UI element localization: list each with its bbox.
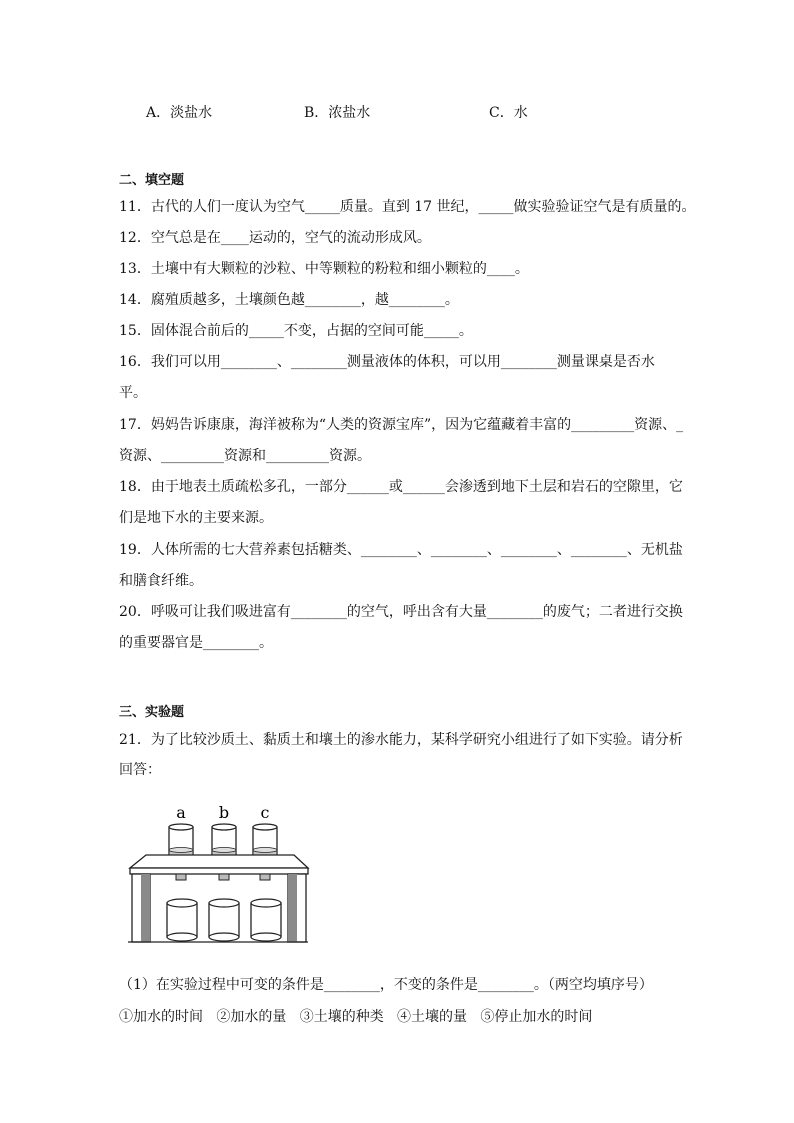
question-18-line-2: 们是地下水的主要来源。	[119, 510, 273, 526]
spout-c	[260, 874, 270, 880]
question-16-line-2: 平。	[119, 385, 147, 401]
stand-top	[130, 855, 308, 868]
lower-beaker-a	[167, 899, 197, 941]
question-13: 13．土壤中有大颗粒的沙粒、中等颗粒的粉粒和细小颗粒的____。	[119, 261, 529, 277]
question-15: 15．固体混合前后的_____不变，占据的空间可能_____。	[119, 323, 473, 339]
figure-label-a: a	[176, 803, 186, 822]
option-b: B．浓盐水	[304, 105, 371, 121]
figure-label-c: c	[260, 803, 270, 822]
question-20-line-1: 20．呼吸可让我们吸进富有________的空气，呼出含有大量________的废气；二者进行交换	[119, 604, 683, 620]
question-14: 14．腐殖质越多，土壤颜色越________，越________。	[119, 292, 459, 308]
lower-beaker-b	[209, 899, 239, 941]
option-a: A．淡盐水	[146, 105, 213, 121]
spout-b	[219, 874, 229, 880]
question-19-line-1: 19．人体所需的七大营养素包括糖类、________、________、________、________、无机盐	[119, 542, 683, 558]
stand-left-leg-shade	[141, 874, 150, 942]
section-heading-experiment: 三、实验题	[119, 705, 185, 720]
lower-beaker-c	[251, 899, 281, 941]
spout-a	[176, 874, 186, 880]
question-11: 11．古代的人们一度认为空气_____质量。直到 17 世纪，_____做实验验证空气是有质量的。	[119, 199, 696, 215]
question-17-line-2: 资源、_________资源和_________资源。	[119, 448, 371, 464]
experiment-apparatus-figure	[126, 800, 316, 946]
question-18-line-1: 18．由于地表土质疏松多孔，一部分______或______会渗透到地下土层和岩石的空隙里，它	[119, 479, 683, 495]
section-heading-fill-in: 二、填空题	[119, 173, 185, 188]
question-17-line-1: 17．妈妈告诉康康，海洋被称为“人类的资源宝库”，因为它蕴藏着丰富的_________资源、_	[119, 417, 684, 433]
question-21-choices: ①加水的时间 ②加水的量 ③土壤的种类 ④土壤的量 ⑤停止加水的时间	[119, 1009, 593, 1025]
question-20-line-2: 的重要器官是________。	[119, 635, 273, 651]
question-21-line-1: 21．为了比较沙质土、黏质土和壤土的渗水能力，某科学研究小组进行了如下实验。请分析	[119, 732, 683, 748]
stand-edge	[130, 868, 308, 874]
question-19-line-2: 和膳食纤维。	[119, 573, 203, 589]
question-16-line-1: 16．我们可以用________、________测量液体的体积，可以用________测量课桌是否水	[119, 354, 655, 370]
figure-label-b: b	[218, 803, 230, 822]
question-21-line-2: 回答：	[119, 762, 161, 778]
question-21-sub-1: （1）在实验过程中可变的条件是________，不变的条件是________。（两空均填序号）	[119, 977, 653, 993]
stand-right-leg-shade	[288, 874, 297, 942]
option-c: C．水	[489, 105, 528, 121]
question-12: 12．空气总是在____运动的，空气的流动形成风。	[119, 230, 431, 246]
